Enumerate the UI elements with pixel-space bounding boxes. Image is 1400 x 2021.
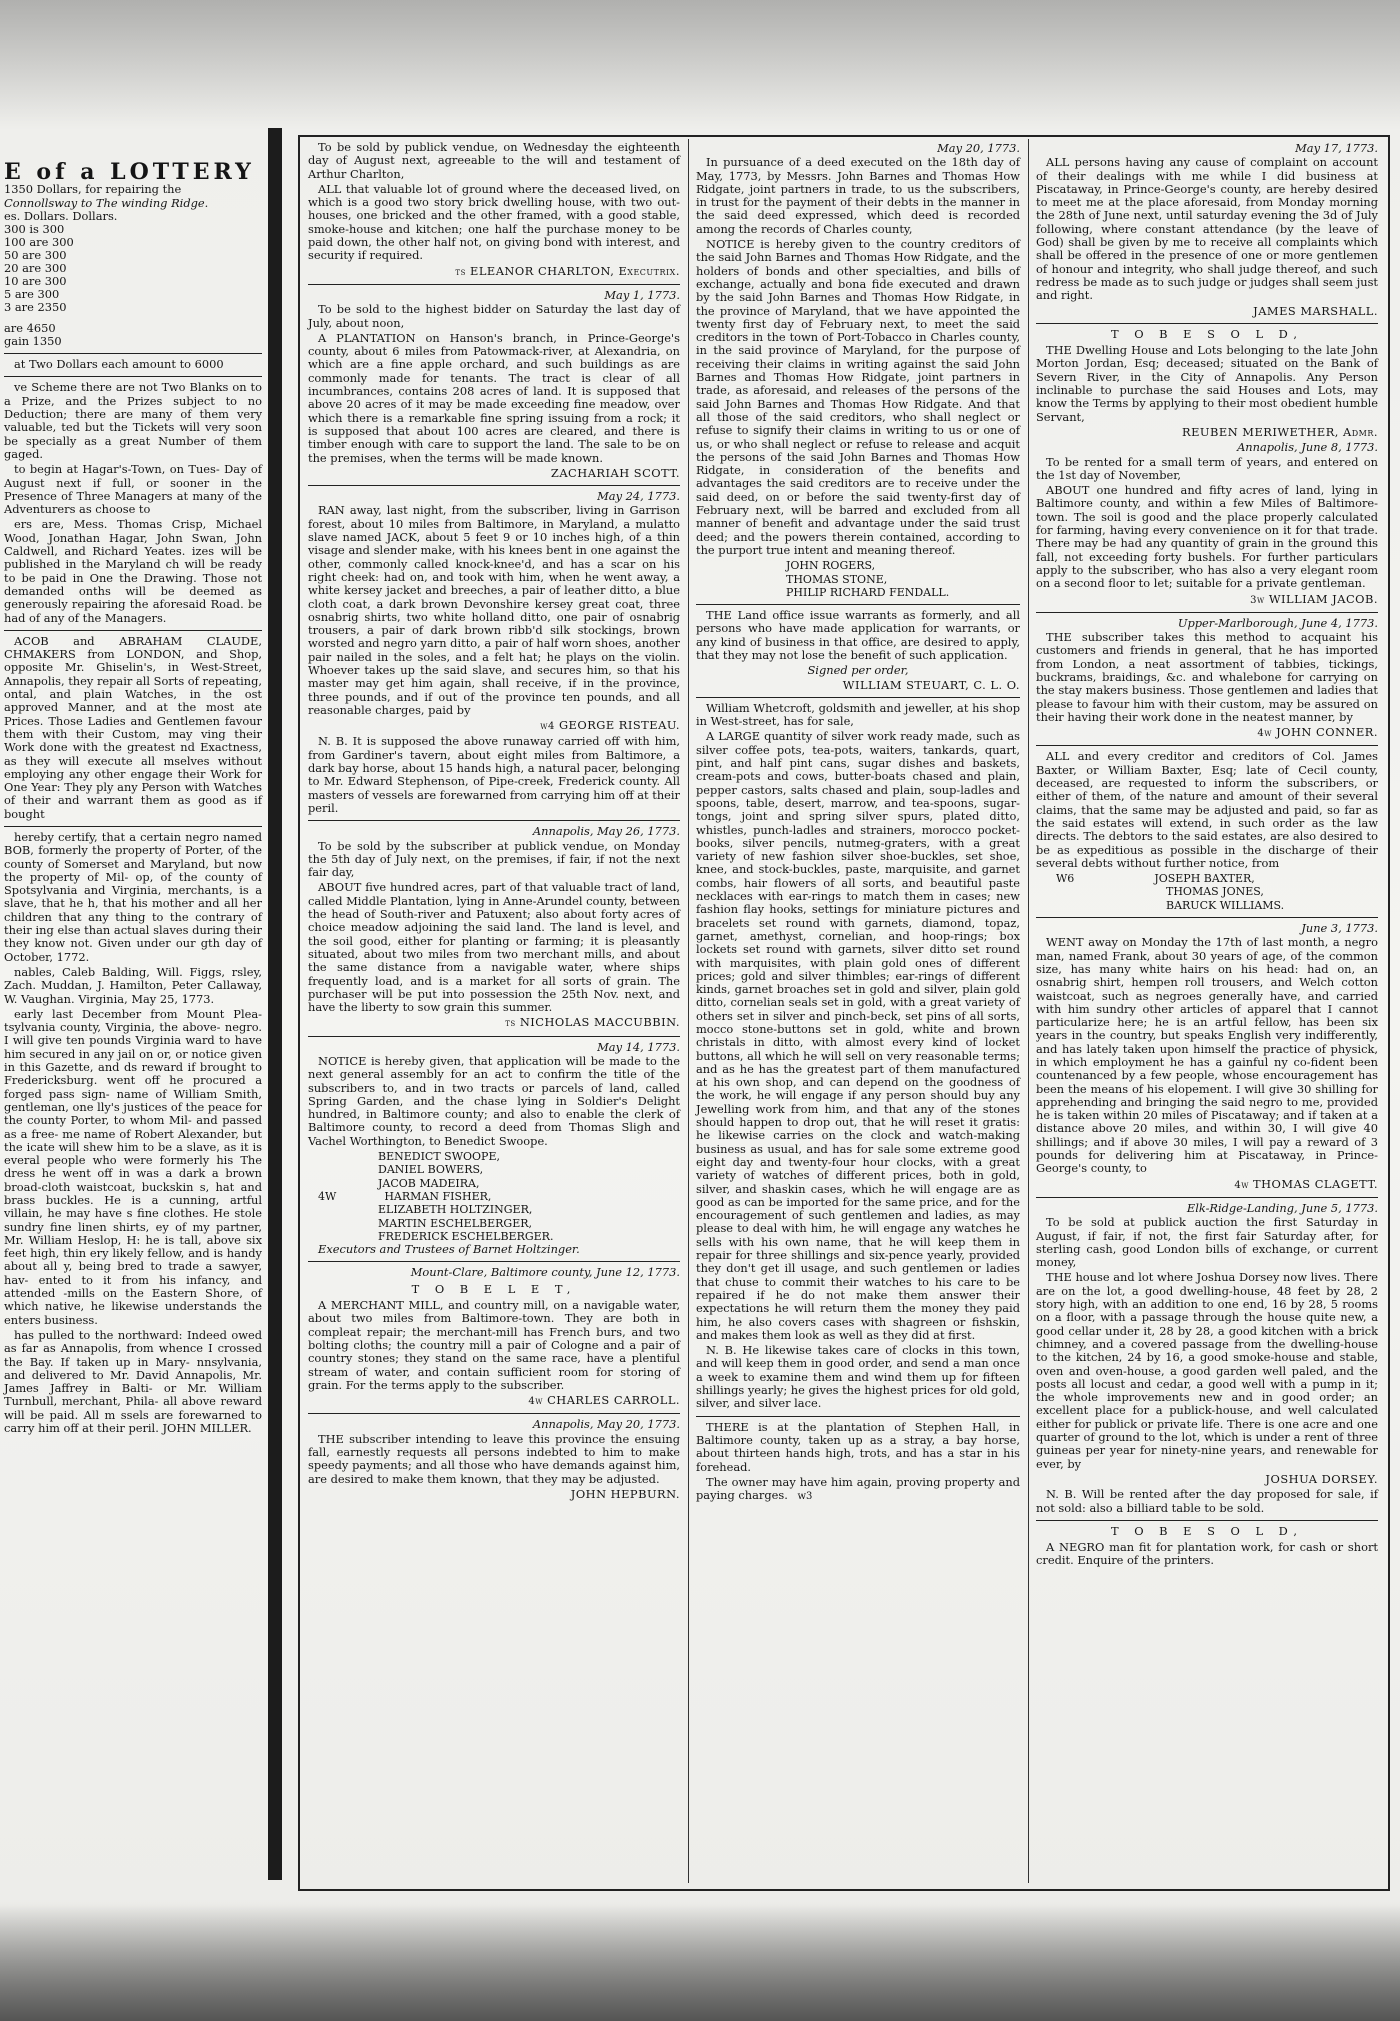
- lottery-intro-2: Connollsway to The winding Ridge.: [4, 195, 209, 210]
- ad-mark: ts: [455, 266, 466, 278]
- prize-row-text: 20 are 300: [4, 261, 67, 276]
- divider: [4, 353, 262, 354]
- signer-name: [318, 1189, 680, 1203]
- ad-date: May 17, 1773.: [1295, 141, 1378, 155]
- signer-name: THOMAS JONES,: [1166, 885, 1264, 899]
- divider: [308, 1036, 680, 1037]
- prize-row-text: 100 are 300: [4, 235, 74, 250]
- signer-name-text: JOSEPH BAXTER,: [1154, 872, 1255, 886]
- ad-tail: [696, 1476, 1020, 1504]
- signer-name: THOMAS STONE,: [786, 572, 888, 586]
- divider: [4, 826, 262, 827]
- left-paragraph: ers are, Mess. Thomas Crisp, Michael Wood, Jonathan Hagar, John Swan, John Caldwell, and Richard Yeates. izes will be published in the Maryland ch will be ready to be paid in One the Drawing. Those not demanded onths will be deemed as generously repairing the aforesaid Road. be had of any of the Managers.: [4, 517, 262, 625]
- column-rule: [1028, 139, 1029, 1883]
- total-text: are 4650: [4, 321, 56, 336]
- ad-date: Mount-Clare, Baltimore county, June 12, 1773.: [410, 1265, 680, 1280]
- ad-nb: N. B. It is supposed the above runaway carried off with him, from Gardiner's tavern, about eight miles from Baltimore, a dark bay horse, about 15 hands high, a natural pacer, belonging to Mr. Edward Stephenson, of Pipe-creek, Frederick county. All masters of vessels are forewarned from carrying him off at their peril.: [308, 734, 680, 815]
- signer-name: JACOB MADEIRA,: [378, 1176, 480, 1190]
- ad-body: RAN away, last night, from the subscriber, living in Garrison forest, about 10 miles from Baltimore, in Maryland, a mulatto slave named JACK, about 5 feet 9 or 10 inches high, of a thin visage and slender make, with his knees bent in one against the other, commonly called knock-knee'd, and has a scar on his right cheek: had on, and took with him, when he went away, a white kersey jacket and breeches, a pair of leather ditto, a blue cloth coat, a dark brown Devonshire kersey great coat, three osnabrig shirts, two white holland ditto, one pair of osnabrig trousers, a pair of dark brown ribb'd silk stockings, brown worsted and negro yarn ditto, a pair of half worn shoes, another pair nailed in the soles, and a felt hat; he plays on the violin. Whoever takes up the said slave, and secures him, so that his master may get him again, shall receive, if in the province, three pounds, and if out of the province ten pounds, and all reasonable charges, paid by: [308, 503, 680, 717]
- signer-name: DANIEL BOWERS,: [378, 1163, 484, 1177]
- divider: [1036, 745, 1378, 746]
- ad-signature: JOSHUA DORSEY.: [1265, 1471, 1378, 1486]
- ad-mark: w4: [540, 721, 555, 733]
- prize-row: [4, 301, 262, 314]
- ad-body: NOTICE is hereby given to the country creditors of the said John Barnes and Thomas How Ridgate, and the holders of bonds and other specialties, and bills of exchange, actually and bona fide executed and drawn by the said John Barnes and Thomas How Ridgate, in the province of Maryland, that we have appointed the twenty first day of February next, to meet the said creditors in the town of Port-Tobacco in Charles county, in the said province of Maryland, for the purpose of receiving their claims in writing against the said John Barnes and Thomas How Ridgate, joint partners in trade, as aforesaid, and releases of the persons of the said John Barnes and Thomas How Ridgate. And that all those of the said creditors, who shall neglect or refuse to signify their claims in writing to us or one of us, or who shall neglect or refuse to release and acquit the persons of the said John Barnes and Thomas How Ridgate, in consideration of the benefits and advantages the said creditors are to receive under the said deed, on or before the said twenty-first day of February next, will be barred and excluded from all manner of benefit and advantage under the said trust deed; and the powers therein contained, according to the purport true intent and meaning thereof.: [696, 237, 1020, 557]
- left-paragraph: nables, Caleb Balding, Will. Figgs, rsley, Zach. Muddan, J. Hamilton, Peter Callaway, W. Vaughan. Virginia, May 25, 1773.: [4, 964, 262, 1006]
- signer-name: [1056, 872, 1378, 886]
- ad-date: May 1, 1773.: [604, 287, 680, 302]
- ad-header: William Whetcroft, goldsmith and jeweller, at his shop in West-street, has for sale,: [696, 700, 1020, 729]
- left-paragraph: early last December from Mount Plea- tsylvania county, Virginia, the above- negro. I will give ten pounds Virginia ward to have him secured in any jail on or, or notice given in this Gazette, and ds reward if brought to Fredericksburg. went off he procured a forged pass sign- name of William Smith, gentleman, one lly's justices of the peace for the county Porter, to whom Mil- and passed as a free- me name of Robert Alexander, but the icate will shew him to be a slave, as it is everal people who were formerly his The dress he went off in was a dark a brown broad-cloth waistcoat, buckskin s, hat and brass buckles. He is a cunning, artful villain, he may have s fine clothes. He stole sundry fine linen shirts, ey of my partner, Mr. William Heslop, H: he is tall, above six feet high, thin ery likely fellow, and is handy about all y, being bred to trade a sawyer, hav- ented to it from his infancy, and attended -mills on the Eastern Shore, of which native, he likewise understands the enters business.: [4, 1006, 262, 1327]
- left-paragraph: to begin at Hagar's-Town, on Tues- Day of August next if full, or sooner in the Presence of Three Managers at many of the Adventurers as choose to: [4, 462, 262, 517]
- ad-nb: N. B. Will be rented after the day proposed for sale, if not sold: also a billiard table to be sold.: [1036, 1487, 1378, 1515]
- signer-name: PHILIP RICHARD FENDALL.: [786, 585, 950, 599]
- ad-header: To be sold at publick auction the first Saturday in August, if fair, if not, the first fair Saturday after, for sterling cash, good London bills of exchange, or current money,: [1036, 1215, 1378, 1270]
- signer-name: MARTIN ESCHELBERGER,: [378, 1216, 532, 1230]
- ad-body: A NEGRO man fit for plantation work, for cash or short credit. Enquire of the printers.: [1036, 1540, 1378, 1568]
- signer-name: BARUCK WILLIAMS.: [1166, 898, 1285, 912]
- bottom-shadow: [0, 1905, 1400, 2021]
- left-paragraph: ACOB and ABRAHAM CLAUDE, CHMAKERS from LONDON, and Shop, opposite Mr. Ghiselin's, in West-Street, Annapolis, they repair all Sorts of repeating, ontal, and plain Watches, in the ost approved Manner, and at the most ate Prices. Those Ladies and Gentlemen favour them with their Custom, may ving their Work done with the greatest nd Exactness, as they will execute all mselves without employing any other engage their Work for One Year: They ply any Person with Watches of their and warrant them as good as if bought: [4, 633, 262, 821]
- left-paragraph: has pulled to the northward: Indeed owed as far as Annapolis, from whence I crossed the Bay. If taken up in Mary- nnsylvania, and delivered to Mr. David Annapolis, Mr. James Jaffrey in Balti- or Mr. William Turnbull, merchant, Phila- all above reward will be paid. All m ssels are forewarned to carry him off at their peril. JOHN MILLER.: [4, 1327, 262, 1436]
- ad-body: ALL persons having any cause of complaint on account of their dealings with me while I did business at Piscataway, in Prince-George's county, are hereby desired to meet me at the place aforesaid, from Monday morning the 28th of June next, until saturday evening the 3d of July following, where constant attendance (by the leave of God) shall be given by me to receive all complaints which shall be offered in the presence of one or more gentlemen of honour and integrity, who shall judge thereof, and such redress be made as to such judge or judges shall seem just and right.: [1036, 155, 1378, 303]
- ad-body: In pursuance of a deed executed on the 18th day of May, 1773, by Messrs. John Barnes and Thomas How Ridgate, joint partners in trade, to us the subscribers, in trust for the payment of their debts in the manner in the said deed expressed, which deed is recorded among the records of Charles county,: [696, 155, 1020, 236]
- divider: [1036, 612, 1378, 613]
- ad-signature: [1036, 726, 1378, 740]
- ad-signature: [308, 1016, 680, 1030]
- ad-signature: [1036, 593, 1378, 607]
- ad-body: NOTICE is hereby given, that application will be made to the next general assembly for an act to confirm the title of the subscribers to, and in two tracts or parcels of land, called Spring Garden, and the chase lying in Soldier's Delight hundred, in Baltimore county; and also to enable the clerk of Baltimore county, to record a deed from Thomas Sligh and Vachel Worthington, to Benedict Swoope.: [308, 1054, 680, 1148]
- signer-list: [308, 1150, 680, 1243]
- ad-header: To be sold by publick vendue, on Wednesday the eighteenth day of August next, agreeable to the will and testament of Arthur Charlton,: [308, 140, 680, 181]
- lottery-intro-3: es. Dollars. Dollars.: [4, 208, 118, 223]
- signer-name: ELIZABETH HOLTZINGER,: [378, 1203, 533, 1217]
- ad-body: THE subscriber takes this method to acquaint his customers and friends in general, that he has imported from London, a neat assortment of tabbies, tickings, buckrams, braidings, &c. and whalebone for carrying on the stay makers business. Those gentlemen and ladies that please to favour him with their custom, may be assured on their having their work done in the neatest manner, by: [1036, 630, 1378, 724]
- ad-body: ALL that valuable lot of ground where the deceased lived, on which is a good two story brick dwelling house, with two out-houses, one bricked and the other framed, with a good stable, smoke-house and kitchen; one half the purchase money to be paid down, the other half not, on giving bond with interest, and security if required.: [308, 181, 680, 263]
- divider: [1036, 1520, 1378, 1521]
- ad-mark: W6: [1056, 872, 1075, 886]
- ad-body: ALL and every creditor and creditors of Col. James Baxter, or William Baxter, Esq; late of Cecil county, deceased, are requested to inform the subscribers, or either of them, of the nature and amount of their several claims, that the same may be adjusted and paid, so far as the said estates will extend, in such order as the law directs. The debtors to the said estates, are also desired to be as expeditious as possible in the discharge of their several debts without further notice, from: [1036, 749, 1378, 870]
- signer-name: FREDERICK ESCHELBERGER.: [378, 1229, 554, 1243]
- top-shadow: [0, 0, 1400, 130]
- ad-tail-text: The owner may have him again, proving property and paying charges.: [696, 1474, 1020, 1503]
- ad-date: June 3, 1773.: [1301, 921, 1378, 936]
- ad-signer: NICHOLAS MACCUBBIN.: [519, 1015, 680, 1030]
- column-rule: [688, 139, 689, 1883]
- ad-heading: T O B E L E T,: [411, 1281, 577, 1296]
- page-gutter: [268, 128, 282, 1880]
- divider: [308, 485, 680, 486]
- ad-signature: [1036, 1178, 1378, 1192]
- divider: [308, 1261, 680, 1262]
- left-paragraph: hereby certify, that a certain negro named BOB, formerly the property of Porter, of the county of Somerset and Maryland, but now the property of Mil- op, of the county of Spotsylvania and Virginia, merchants, is a slave, that he h, that his mother and all her children that any thing to the contrary of their ing else than actual slaves during their they know not. Given under our gth day of October, 1772.: [4, 829, 262, 964]
- ad-per-order: Signed per order,: [807, 663, 909, 678]
- prize-row-text: 3 are 2350: [4, 300, 67, 315]
- ad-body: ABOUT one hundred and fifty acres of land, lying in Baltimore county, and within a few Miles of Baltimore-town. The soil is good and the place properly calculated for farming, having every convenience on it for that trade. There may be had any quantity of grain in the ground this fall, not exceeding forty bushels. For further particulars apply to the subscriber, who has also a very elegant room on a second floor to let; suitable for a private gentleman.: [1036, 483, 1378, 591]
- ad-date: May 24, 1773.: [597, 489, 680, 504]
- ad-signer: GEORGE RISTEAU.: [558, 718, 680, 733]
- ad-signer: THOMAS CLAGETT.: [1253, 1176, 1378, 1191]
- ad-date: May 20, 1773.: [937, 141, 1020, 155]
- divider: [4, 376, 262, 377]
- ad-mark: 3w: [1250, 594, 1265, 606]
- ad-body: A MERCHANT MILL, and country mill, on a navigable water, about two miles from Baltimore-town. They are both in compleat repair; the merchant-mill has French burs, and two bolting cloths; the country mill a pair of Cologne and a pair of country stones; they stand on the same race, have a plentiful stream of water, and contain sufficient room for storing of grain. For the terms apply to the subscriber.: [308, 1298, 680, 1392]
- ad-mark: 4W: [318, 1189, 337, 1203]
- ad-nb: N. B. He likewise takes care of clocks in this town, and will keep them in good order, and send a man once a week to examine them and wind them up for fifteen shillings yearly; he gives the highest prices for old gold, silver, and silver lace.: [696, 1343, 1020, 1411]
- ad-body: A LARGE quantity of silver work ready made, such as silver coffee pots, tea-pots, waiters, tankards, quart, pint, and half pint cans, sugar dishes and baskets, cream-pots and cows, butter-boats chased and plain, pepper castors, salts chased and plain, soup-ladles and spoons, table, desert, marrow, and tea-spoons, sugar-tongs, joint and spring silver spurs, plated ditto, whistles, punch-ladles and strainers, morocco pocket-books, silver pencils, nutmeg-graters, with a great variety of new fashion silver shoe-buckles, set shoe, knee, and stock-buckles, paste, marquisite, and garnet combs, hair flowers of all sorts, and beautiful paste necklaces with ear-rings to match them in cases; new fashion flay hooks, settings for miniature pictures and bracelets set round with garnets, diamond, topaz, garnet, amethyst, cornelian, and hoop-rings; box lockets set round with garnets, silver ditto set round with marquisites, with plain gold ones of different prices; gold and silver thimbles; ear-rings of different kinds, garnet broaches set in gold and silver, plain gold ditto, cornelian seals set in gold, with a great variety of others set in silver and pinch-beck, set pins of all sorts, mocco stone-buttons set in gold, white and brown christals in ditto, with almost every kind of locket buttons, all which he will sell on very reasonable terms; and as he has the greatest part of them manufactured at his own shop, and can depend on the goodness of the work, he will engage if any person should buy any Jewelling work from him, and that any of the stones should happen to drop out, that he will reset it gratis: he likewise carries on the clock and watch-making business as usual, and has for sale some extreme good eight day and twenty-four hour clocks, with a great variety of watches of different prices, both in gold, silver, and shaskin cases, which he will engage are as good as can be imported for the same price, and for the encouragement of such gentlemen and ladies, as may please to deal with him, he will engage any watches he sells with his own name, that he will keep them in repair for three shillings and six-pence yearly, provided they don't get ill usage, and such gentlemen or ladies that chuse to commit their watches to his care to be repaired if he do not make them answer their expectations he will return them the money they paid him, he also covers cases with shagreen or fishskin, and makes them look as well as they did at first.: [696, 729, 1020, 1342]
- lottery-column: [4, 160, 262, 1437]
- ad-signature: JAMES MARSHALL.: [1253, 303, 1378, 318]
- ad-body: WENT away on Monday the 17th of last month, a negro man, named Frank, about 30 years of age, of the common size, has many white hairs on his head: had on, an osnabrig shirt, hempen roll trousers, and Welch cotton waistcoat, such as negroes generally have, and carried with him sundry other articles of apparel that I cannot particularize here; he is an artful fellow, has been six years in the country, but speaks English very indifferently, and has lately taken upon himself the practice of physick, in which employment he has a gainful ny co-fident been countenanced by a few people, whose encouragement has been the means of his elopement. I will give 30 shilling for apprehending and bringing the said negro to me, provided he is taken within 20 miles of Piscataway; and if taken at a distance above 20 miles, and within 30, I will give 40 shillings; and if above 30 miles, I will pay a reward of 3 pounds for delivering him at Piscataway, in Prince-George's county, to: [1036, 935, 1378, 1176]
- ad-mark: 4w: [528, 1396, 543, 1408]
- ad-date: Annapolis, June 8, 1773.: [1237, 440, 1378, 455]
- ad-signature: ZACHARIAH SCOTT.: [550, 465, 680, 480]
- signer-list: [1036, 872, 1378, 912]
- left-paragraph: ve Scheme there are not Two Blanks on to a Prize, and the Prizes subject to no Deduction; there are many of them very valuable, ted but the Tickets will very soon be specially as a great Number of them gaged.: [4, 380, 262, 461]
- signer-name-text: HARMAN FISHER,: [384, 1189, 492, 1203]
- ad-header: To be sold by the subscriber at publick vendue, on Monday the 5th day of July next, on the premises, if fair, if not the next fair day,: [308, 838, 680, 880]
- divider: [1036, 917, 1378, 918]
- ad-mark: w3: [797, 1491, 813, 1503]
- ad-date: Annapolis, May 26, 1773.: [532, 824, 680, 839]
- prize-row-text: 10 are 300: [4, 274, 67, 289]
- ad-date: May 14, 1773.: [597, 1039, 680, 1054]
- ad-date: Annapolis, May 20, 1773.: [532, 1417, 680, 1432]
- divider: [696, 697, 1020, 698]
- ad-signature: [308, 719, 680, 733]
- ad-signer: ELEANOR CHARLTON, Executrix.: [470, 263, 680, 278]
- ad-body: THE house and lot where Joshua Dorsey now lives. There are on the lot, a good dwelling-house, 48 feet by 28, 2 story high, with an addition to one end, 16 by 28, 5 rooms on a floor, with a passage through the house quite new, a good cellar under it, 28 by 28, a good kitchen with a brick chimney, and a covered passage from the dwelling-house to the kitchen, 24 by 16, a good smoke-house and stable, oven and oven-house, a good garden well paled, and the posts all locust and cedar, a good well with a pump in it; the whole improvements new and in good order; an excellent place for a publick-house, and well calculated either for publick or private life. There is one acre and one quarter of ground to the lot, which is under a rent of three guineas per year for ninety-nine years, and renewable for ever, by: [1036, 1270, 1378, 1471]
- lottery-intro-1: 1350 Dollars, for repairing the: [4, 182, 182, 197]
- divider: [1036, 1197, 1378, 1198]
- ad-mark: ts: [505, 1018, 516, 1030]
- column-1: [308, 141, 680, 1503]
- ad-body: THE Dwelling House and Lots belonging to the late John Morton Jordan, Esq; deceased; situated on the Bank of Severn River, in the City of Annapolis. Any Person inclinable to purchase the said Houses and Lots, may know the Terms by applying to their most obedient humble Servant,: [1036, 343, 1378, 424]
- right-page: [298, 135, 1393, 1895]
- divider: [696, 604, 1020, 605]
- left-page-column: [0, 160, 268, 1890]
- signer-name: JOHN ROGERS,: [786, 559, 876, 573]
- prize-row-text: 50 are 300: [4, 248, 67, 263]
- column-3: [1036, 141, 1378, 1570]
- ad-signature: [308, 265, 680, 279]
- ad-body: THE subscriber intending to leave this province the ensuing fall, earnestly requests all persons indebted to him to make speedy payments; and all those who have demands against him, are desired to make them known, that they may be adjusted.: [308, 1431, 680, 1486]
- ad-mark: 4w: [1257, 728, 1272, 740]
- prize-row-text: 300 is 300: [4, 222, 65, 237]
- divider: [4, 630, 262, 631]
- ad-tail: Executors and Trustees of Barnet Holtzinger.: [318, 1242, 580, 1257]
- ad-body: A PLANTATION on Hanson's branch, in Prince-George's county, about 6 miles from Patowmack-river, at Alexandria, on which are a fine apple orchard, and such buildings as are commonly made for tenants. The tract is clear of all incumbrances, contains 208 acres of land. It is supposed that above 20 acres of it may be made exceeding fine meadow, over which there is a remarkable fine spring issuing from a rock; it is supposed that about 100 acres are cleared, and there is timber enough with care to support the land. The sale to be on the premises, when the terms will be made known.: [308, 330, 680, 465]
- ad-signature: JOHN HEPBURN.: [570, 1486, 680, 1501]
- column-2: [696, 141, 1020, 1505]
- divider: [696, 1416, 1020, 1417]
- signer-list: [696, 559, 1020, 599]
- ad-body: THERE is at the plantation of Stephen Hall, in Baltimore county, taken up as a stray, a bay horse, about thirteen hands high, trots, and has a star in his forehead.: [696, 1419, 1020, 1474]
- ad-heading: T O B E S O L D,: [1110, 326, 1304, 341]
- ad-heading: T O B E S O L D,: [1110, 1523, 1304, 1538]
- ad-header: To be rented for a small term of years, and entered on the 1st day of November,: [1036, 454, 1378, 482]
- prize-row-text: 5 are 300: [4, 287, 60, 302]
- ad-body: ABOUT five hundred acres, part of that valuable tract of land, called Middle Plantation, lying in Anne-Arundel county, between the head of South-river and Patuxent; also about forty acres of choice meadow adjoining the said land. The land is level, and the soil good, either for planting or farming; it is pleasantly situated, about two miles from two merchant mills, and about the same distance from a navigable water, where ships frequently load, and is a market for all sorts of grain. The purchaser will be put into possession the 25th Nov. next, and have the liberty to sow grain this summer.: [308, 880, 680, 1015]
- total-text: gain 1350: [4, 334, 62, 349]
- ad-date: Elk-Ridge-Landing, June 5, 1773.: [1186, 1200, 1378, 1215]
- signer-name: BENEDICT SWOOPE,: [378, 1150, 500, 1164]
- ad-signature: REUBEN MERIWETHER, Admr.: [1182, 424, 1378, 439]
- divider: [308, 820, 680, 821]
- ad-signer: CHARLES CARROLL.: [547, 1393, 680, 1408]
- left-paragraph: at Two Dollars each amount to 6000: [14, 357, 224, 372]
- ad-signature: [308, 1394, 680, 1408]
- divider: [308, 1413, 680, 1414]
- ad-signature: WILLIAM STEUART, C. L. O.: [842, 677, 1020, 692]
- total-row: [4, 335, 262, 348]
- ad-signer: WILLIAM JACOB.: [1268, 591, 1378, 606]
- divider: [1036, 323, 1378, 324]
- ad-date: Upper-Marlborough, June 4, 1773.: [1177, 615, 1378, 630]
- ad-mark: 4w: [1234, 1179, 1249, 1191]
- ad-header: To be sold to the highest bidder on Saturday the last day of July, about noon,: [308, 302, 680, 330]
- lottery-heading: E of a LOTTERY: [4, 160, 255, 185]
- ad-body: THE Land office issue warrants as formerly, and all persons who have made application for warrants, or any kind of business in that office, are desired to apply, that they may not lose the benefit of such application.: [696, 608, 1020, 662]
- divider: [308, 284, 680, 285]
- ad-signer: JOHN CONNER.: [1276, 725, 1378, 740]
